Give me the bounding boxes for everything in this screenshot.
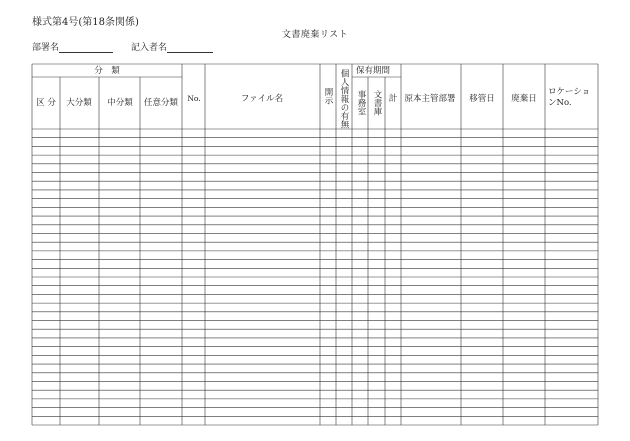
header-kubun: 区 分 (36, 98, 56, 108)
header-origin-dept: 原本主管部署 (404, 94, 456, 104)
header-location-1: ロケーショ (548, 87, 591, 97)
header-retention: 保有期間 (355, 66, 391, 76)
header-transfer-date: 移管日 (469, 94, 495, 104)
document-title: 文書廃棄リスト (281, 30, 349, 40)
header-nini: 任意分類 (143, 98, 179, 108)
form-number: 様式第4号(第18条関係) (32, 17, 139, 28)
header-total: 計 (388, 94, 398, 104)
header-disclosure: 開示 (323, 87, 333, 105)
header-chubunrui: 中分類 (107, 98, 133, 108)
header-classification: 分 類 (94, 66, 120, 76)
header-daibunrui: 大分類 (66, 98, 92, 108)
author-label: 記入者名 (131, 43, 168, 53)
header-location-2: ンNo. (548, 98, 572, 108)
header-filename: ファイル名 (240, 94, 284, 104)
header-disposal-date: 廃棄日 (511, 94, 537, 104)
header-archive: 文書庫 (372, 90, 382, 116)
header-personal-info: 個人情報の有無 (339, 69, 349, 129)
header-office: 事務室 (356, 90, 366, 116)
department-label: 部署名 (32, 43, 60, 53)
header-no: No. (187, 94, 201, 103)
table-grid-lines (32, 64, 598, 425)
